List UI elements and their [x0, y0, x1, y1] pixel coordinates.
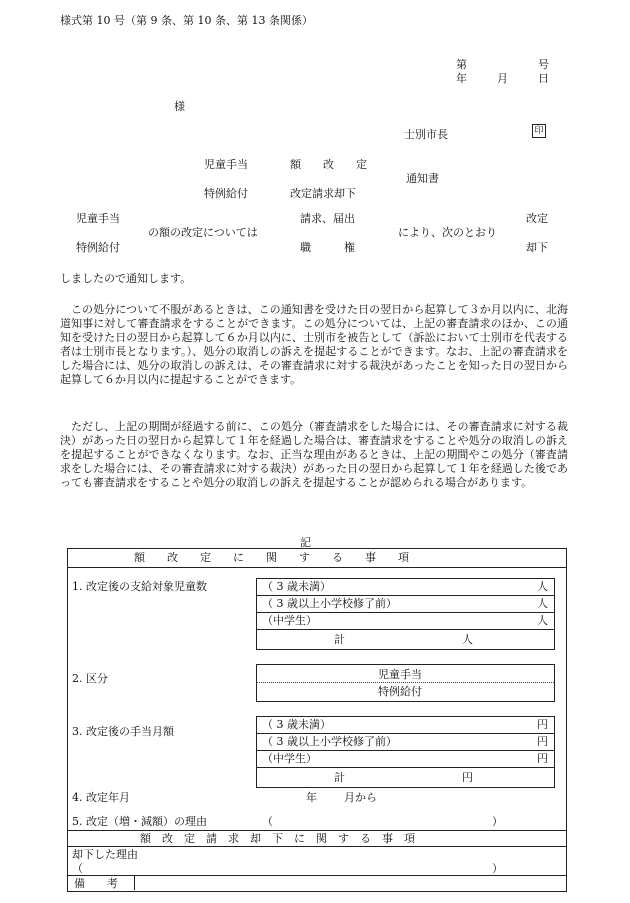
title-tokurei: 特例給付: [204, 187, 248, 200]
seal-stamp: 印: [532, 124, 546, 138]
divider: [67, 875, 566, 876]
item3-total-unit: 円: [462, 771, 473, 784]
reject-reason-label: 却下した理由: [72, 848, 138, 861]
divider: [256, 733, 554, 734]
item3-row-label: （ 3 歳未満）: [262, 718, 331, 731]
item3-row-unit: 円: [537, 735, 548, 748]
item5-close-paren: ）: [492, 815, 503, 828]
title-gaku-kaitei: 額 改 定: [290, 158, 367, 171]
reject-close-paren: ）: [492, 862, 503, 875]
item1-row-unit: 人: [537, 614, 548, 627]
divider: [67, 567, 566, 568]
item5-open-paren: （: [262, 815, 273, 828]
notice-seikyu: 請求、届出: [300, 212, 355, 225]
form-number: 様式第 10 号（第 9 条、第 10 条、第 13 条関係）: [60, 14, 313, 27]
item1-total-unit: 人: [462, 633, 473, 646]
number-dai: 第: [456, 58, 467, 71]
notice-tokurei: 特例給付: [76, 241, 120, 254]
item3-label: 3. 改定後の手当月額: [72, 725, 174, 738]
item4-year: 年: [306, 791, 317, 804]
appeal-text-1: この処分について不服があるときは、この通知書を受けた日の翌日から起算して３か月以内に、北海道知事に対して審査請求をすることができます。この処分については、上記の審査請求のほか、この通知を受けた日の翌日から起算して６か月以内に、士別市を被告として（訴訟において士別市を代表する者は士別市長となります。）、処分の取消しの訴えを提起することができます。なお、上記の審査請求をした場合には、処分の取消しの訴えは、その審査請求に対する裁決があったことを知った日の翌日から起算して６か月以内に提起することができます。: [60, 303, 568, 386]
addressee-sama: 様: [174, 100, 185, 113]
date-month: 月: [497, 72, 508, 85]
item3-total-label: 計: [334, 771, 345, 784]
divider: [256, 767, 554, 768]
item5-label: 5. 改定（増・減額）の理由: [72, 815, 207, 828]
item1-row-label: （ 3 歳未満）: [262, 580, 331, 593]
remarks-label: 備 考: [74, 877, 118, 890]
ki-heading: 記: [300, 536, 311, 549]
section2-title: 額 改 定 請 求 却 下 に 関 す る 事 項: [140, 832, 415, 845]
date-day: 日: [538, 72, 549, 85]
item1-label: 1. 改定後の支給対象児童数: [72, 580, 207, 593]
item1-total-label: 計: [334, 633, 345, 646]
item3-row-label: （中学生）: [262, 752, 317, 765]
item1-row-label: （ 3 歳以上小学校修了前）: [262, 597, 397, 610]
appeal-text-2: ただし、上記の期間が経過する前に、この処分（審査請求をした場合には、その審査請求に対する裁決）があった日の翌日から起算して１年を経過した場合は、審査請求をすることや処分の取消しの訴えを提起することができなくなります。なお、正当な理由があるときは、上記の期間やこの処分（審査請求をした場合には、その審査請求に対する裁決）があった日の翌日から起算して１年を経過した後であっても審査請求をすることや処分の取消しの訴えを提起することが認められる場合があります。: [60, 420, 568, 489]
notice-gaku: の額の改定については: [148, 226, 258, 239]
item4-label: 4. 改定年月: [72, 791, 130, 804]
title-jido: 児童手当: [204, 158, 248, 171]
item1-row-label: （中学生）: [262, 614, 317, 627]
item1-row-unit: 人: [537, 597, 548, 610]
title-tsuchisho: 通知書: [406, 172, 439, 185]
divider: [67, 846, 566, 847]
item4-month: 月から: [344, 791, 377, 804]
item3-row-unit: 円: [537, 718, 548, 731]
reject-open-paren: （: [72, 862, 83, 875]
notice-niyori: により、次のとおり: [398, 226, 497, 239]
item3-row-label: （ 3 歳以上小学校修了前）: [262, 735, 397, 748]
appeal-paragraph-1: [60, 303, 568, 387]
title-kyakka: 改定請求却下: [290, 187, 356, 200]
issuer-mayor: 士別市長: [404, 128, 448, 141]
notice-jido: 児童手当: [76, 212, 120, 225]
item3-row-unit: 円: [537, 752, 548, 765]
divider: [67, 830, 566, 831]
appeal-paragraph-2: [60, 420, 568, 490]
notice-kaitei: 改定: [526, 212, 548, 225]
item2-row: 特例給付: [378, 685, 422, 698]
notice-kyakka: 却下: [526, 241, 548, 254]
section1-title: 額 改 定 に 関 す る 事 項: [134, 551, 409, 564]
date-year: 年: [456, 72, 467, 85]
dotted-divider: [256, 682, 554, 683]
item1-row-unit: 人: [537, 580, 548, 593]
item2-row: 児童手当: [378, 668, 422, 681]
notice-closing: しましたので通知します。: [60, 272, 192, 285]
divider: [256, 595, 554, 596]
notice-shokken: 職 権: [300, 241, 355, 254]
item2-label: 2. 区分: [72, 672, 108, 685]
divider: [256, 750, 554, 751]
number-go: 号: [538, 58, 549, 71]
divider: [256, 612, 554, 613]
divider: [134, 875, 135, 890]
divider: [256, 629, 554, 630]
